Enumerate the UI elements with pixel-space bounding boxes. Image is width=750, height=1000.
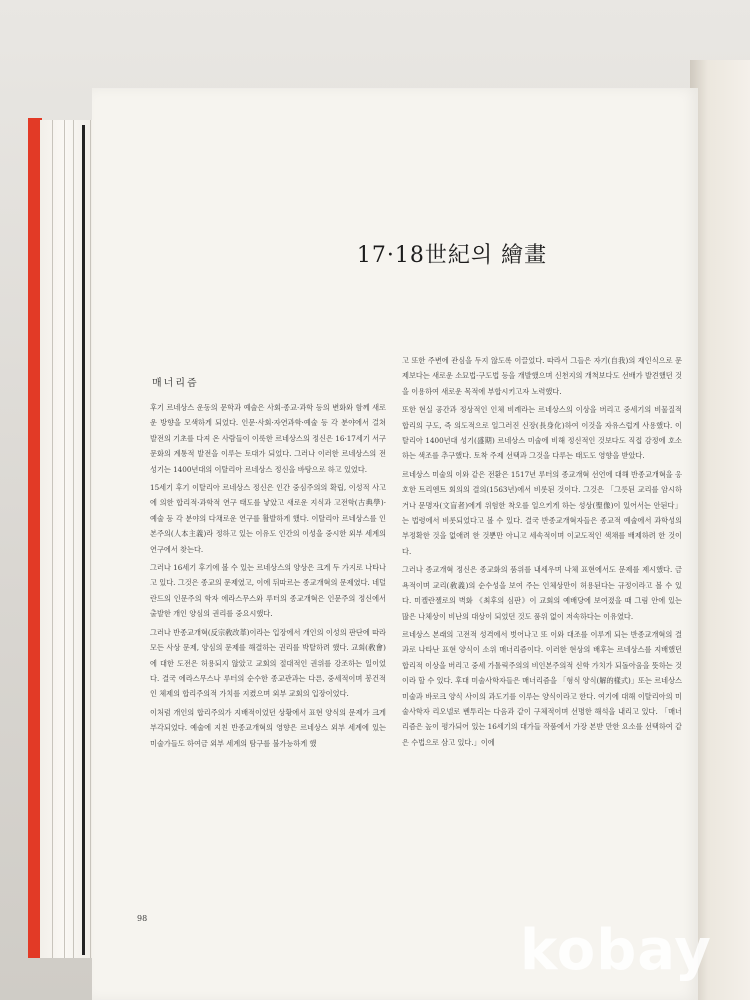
watermark-logo: kobay — [520, 918, 712, 983]
page-edge-line — [73, 120, 74, 958]
page-edge-line — [52, 120, 53, 958]
paragraph: 그러나 반종교개혁(反宗敎改革)이라는 입장에서 개인의 이성의 판단에 따라 모든 사상 문제, 양심의 문제를 해결하는 권리를 박탈하려 했다. 교회(敎會)에 대한 도전은 허용되지 않았고 교회의 절대적인 권위를 강조하는 일이었다. 결국 에라스무스나 루터의 순수한 종교관과는 다른, 중세적이며 봉건적인 체제의 합리주의적 가치를 지켰으며 외부 교회의 입장이었다. — [150, 627, 386, 699]
page-edge-line — [90, 120, 91, 958]
paragraph: 후기 르네상스 운동의 문학과 예술은 사회·종교·과학 등의 변화와 함께 새로운 방향을 모색하게 되었다. 인문·사회·자연과학·예술 등 각 분야에서 걸쳐 발전의 기초를 다져 온 사람들이 이룩한 르네상스의 정신은 16·17세기 서구 문화의 계통적 발전을 이루는 토대가 되었다. 그러나 이러한 르네상스의 전성기는 1400년대의 이탈리아 르네상스 정신을 바탕으로 하고 있었다. — [150, 403, 386, 474]
paragraph: 고 또한 주변에 관심을 두지 않도록 이끌었다. 따라서 그들은 자기(自我)의 재인식으로 문제보다는 새로운 소묘법·구도법 등을 개발했으며 신천지의 개척보다도 선배가 발견했던 것을 이용하여 새로운 목적에 부합시키고자 노력했다. — [402, 356, 682, 396]
page-edge-line — [64, 120, 65, 958]
right-text-column — [402, 353, 682, 753]
paragraph: 그러나 16세기 후기에 볼 수 있는 르네상스의 양상은 크게 두 가지로 나타나고 있다. 그것은 종교의 문제였고, 이에 뒤따르는 종교개혁의 문제였다. 네덜란드의 인문주의 학자 에라스무스와 루터의 종교개혁은 인문주의 정신에서 출발한 개인 양심의 권리를 중요시했다. — [150, 563, 386, 619]
page-number: 98 — [137, 914, 148, 923]
paragraph: 르네상스 미술의 이와 같은 전환은 1517년 루터의 종교개혁 선언에 대해 반종교개혁을 옹호한 트리엔트 회의의 결의(1563년)에서 비롯된 것이다. 그것은 「그릇된 교리를 암시하거나 문명자(文盲者)에게 위험한 착오를 일으키게 하는 성상(聖像)이 있어서는 안된다」는 법령에서 비롯되었다고 볼 수 있다. 결국 반종교개혁자들은 종교적 예술에서 과학성의 부정확한 것을 없애려 한 것뿐만 아니고 세속적이며 이교도적인 색채를 배제하려 한 것이다. — [402, 469, 682, 556]
page-block-edge — [40, 120, 100, 958]
left-text-column — [150, 400, 386, 754]
black-page-edge — [82, 125, 85, 955]
paragraph: 르네상스 본래의 고전적 성격에서 벗어나고 또 이와 대조를 이루게 되는 반종교개혁의 결과로 나타난 표현 양식이 소위 매너리즘이다. 이러한 현상의 배후는 르네상스를 지배했던 합리적 이상을 버리고 중세 가톨릭주의의 비인본주의적 신학 가치가 되돌아옴을 뜻하는 것이라 할 수 있다. 후대 미술사학자들은 매너리즘을 「형식 양식(解的樣式)」또는 르네상스 미술과 바로크 양식 사이의 과도기를 이루는 양식이라고 한다. 여기에 대해 이탈리아의 미술사학자 리오넬로 벤투리는 다음과 같이 구체적이며 선명한 해석을 내리고 있다. 「매너리즘은 높이 평가되어 있는 16세기의 대가들 작품에서 가장 본받 만한 요소를 선택하여 같은 수법으로 삼고 있다.」이에 — [402, 629, 682, 747]
chapter-title: 17·18世紀의 繪畫 — [356, 243, 548, 268]
paragraph: 또한 현실 공간과 정상적인 인체 비례라는 르네상스의 이상을 버리고 중세기의 비물질적 합리의 구도, 즉 의도적으로 일그러진 신장(長身化)하여 이것을 자유스럽게 사용했다. 이탈리아 1400년대 성기(盛期) 르네상스 미술에 비해 정신적인 것보다도 직접 감정에 호소하는 색조를 추구했다. 토착 주제 선택과 그것을 다루는 태도도 영향을 받았다. — [402, 405, 682, 461]
paragraph: 그러나 종교개혁 정신은 종교화의 품위를 내세우며 나체 표현에서도 문제를 제시했다. 금욕적이며 교리(敎義)의 순수성을 보여 주는 인체상만이 허용된다는 규정이라고 볼 수 있다. 미켈란젤로의 벽화 《최후의 심판》이 교회의 예배당에 보여졌을 때 그림 안에 있는 많은 나체상이 비난의 대상이 되었던 것도 품위 없이 저속하다는 이유였다. — [402, 565, 682, 621]
paragraph: 15세기 후기 이탈리아 르네상스 정신은 인간 중심주의의 확립, 이성적 사고에 의한 합리적·과학적 연구 태도를 낳았고 새로운 지식과 고전학(古典學)·예술 등 각 분야의 다채로운 연구를 활발하게 했다. 이탈리아 르네상스를 인본주의(人本主義)라 정하고 있는 이유도 인간의 이성을 중시한 외부 세계의 연구에서 찾는다. — [150, 483, 386, 554]
next-page-edge — [690, 60, 750, 1000]
paragraph: 이처럼 개인의 합리주의가 지배적이었던 상황에서 표현 양식의 문제가 크게 부각되었다. 예술에 지친 반종교개혁의 영향은 르네상스 외부 세계에 있는 미술가들도 하여금 외부 세계의 탐구를 불가능하게 했 — [150, 707, 386, 748]
book-page — [92, 88, 698, 1000]
section-heading: 매너리즘 — [152, 378, 199, 389]
